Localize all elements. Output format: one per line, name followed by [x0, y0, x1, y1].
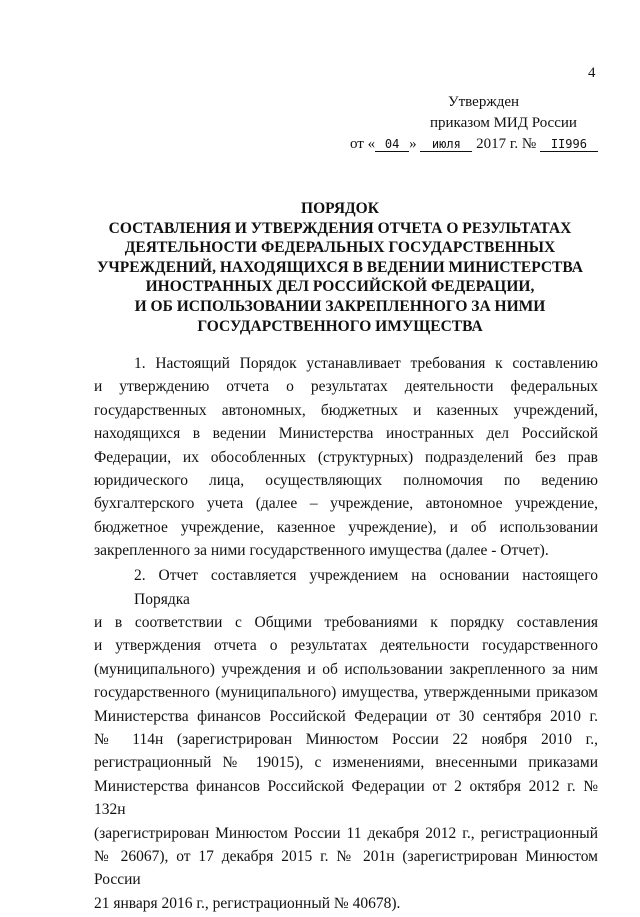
text-line: закрепленного за ними государственного имущества (далее - Отчет).	[94, 542, 549, 560]
title-line: ГОСУДАРСТВЕННОГО ИМУЩЕСТВА	[197, 317, 483, 335]
title-line: УЧРЕЖДЕНИЙ, НАХОДЯЩИХСЯ В ВЕДЕНИИ МИНИСТЕРСТВА	[97, 258, 583, 276]
text-line: 21 января 2016 г., регистрационный № 40678).	[94, 894, 401, 912]
text-line: № 26067), от 17 декабря 2015 г. № 201н (зарегистрирован Минюстом России	[94, 848, 598, 889]
approval-stamp	[350, 92, 610, 155]
text-line: находящихся в ведении Министерства иностранных дел Российской	[94, 425, 598, 443]
approval-line-order: приказом МИД России	[430, 115, 577, 131]
text-line: и утверждения отчета о результатах деятельности государственного	[94, 637, 598, 655]
text-line: Министерства финансов Российской Федерации от 30 сентября 2010 г.	[94, 707, 598, 725]
title-line: СОСТАВЛЕНИЯ И УТВЕРЖДЕНИЯ ОТЧЕТА О РЕЗУЛЬТАТАХ	[108, 219, 572, 237]
approval-line-date	[350, 134, 610, 155]
title-line: ДЕЯТЕЛЬНОСТИ ФЕДЕРАЛЬНЫХ ГОСУДАРСТВЕННЫХ	[124, 239, 556, 257]
text-line: регистрационный № 19015), с изменениями, внесенными приказами	[94, 754, 598, 772]
approval-from-prefix: от «	[350, 136, 376, 152]
text-line: юридического лица, осуществляющих полномочия по ведению	[94, 472, 598, 490]
text-line: и в соответствии с Общими требованиями к порядку составления	[94, 613, 598, 631]
page-number: 4	[588, 65, 596, 81]
approval-number: II996	[540, 137, 598, 152]
text-line: государственного (муниципального) имущества, утвержденными приказом	[94, 684, 598, 702]
paragraph-1	[94, 352, 598, 563]
approval-day-suffix: »	[409, 136, 417, 152]
approval-month: июля	[420, 137, 472, 152]
title-line: ИНОСТРАННЫХ ДЕЛ РОССИЙСКОЙ ФЕДЕРАЦИИ,	[145, 278, 535, 296]
text-line: бухгалтерского учета (далее – учреждение, автономное учреждение,	[94, 495, 598, 513]
text-line: бюджетное учреждение, казенное учреждение), и об использовании	[94, 518, 598, 536]
paragraph-2	[94, 564, 598, 915]
text-line: 1. Настоящий Порядок устанавливает требования к составлению	[134, 355, 598, 372]
approval-year: 2017 г. №	[476, 136, 537, 152]
text-line: № 114н (зарегистрирован Минюстом России 22 ноября 2010 г.,	[94, 731, 598, 748]
approval-day: 04	[375, 137, 409, 152]
text-line: (зарегистрирован Минюстом России 11 декабря 2012 г., регистрационный	[94, 824, 598, 842]
title-line: ПОРЯДОК	[301, 200, 379, 217]
document-title	[80, 199, 600, 336]
document-body	[94, 352, 598, 917]
text-line: Министерства финансов Российской Федерации от 2 октября 2012 г. № 132н	[94, 777, 598, 819]
approval-line-approved: Утвержден	[448, 94, 520, 110]
text-line: 2. Отчет составляется учреждением на основании настоящего Порядка	[134, 567, 598, 608]
text-line: государственных автономных, бюджетных и казенных учреждений,	[94, 401, 598, 419]
text-line: (муниципального) учреждения и об использовании закрепленного за ним	[94, 660, 598, 678]
text-line: и утверждению отчета о результатах деятельности федеральных	[94, 378, 598, 396]
text-line: Федерации, их обособленных (структурных) подразделений без прав	[94, 448, 598, 466]
title-line: И ОБ ИСПОЛЬЗОВАНИИ ЗАКРЕПЛЕННОГО ЗА НИМИ	[134, 297, 546, 315]
